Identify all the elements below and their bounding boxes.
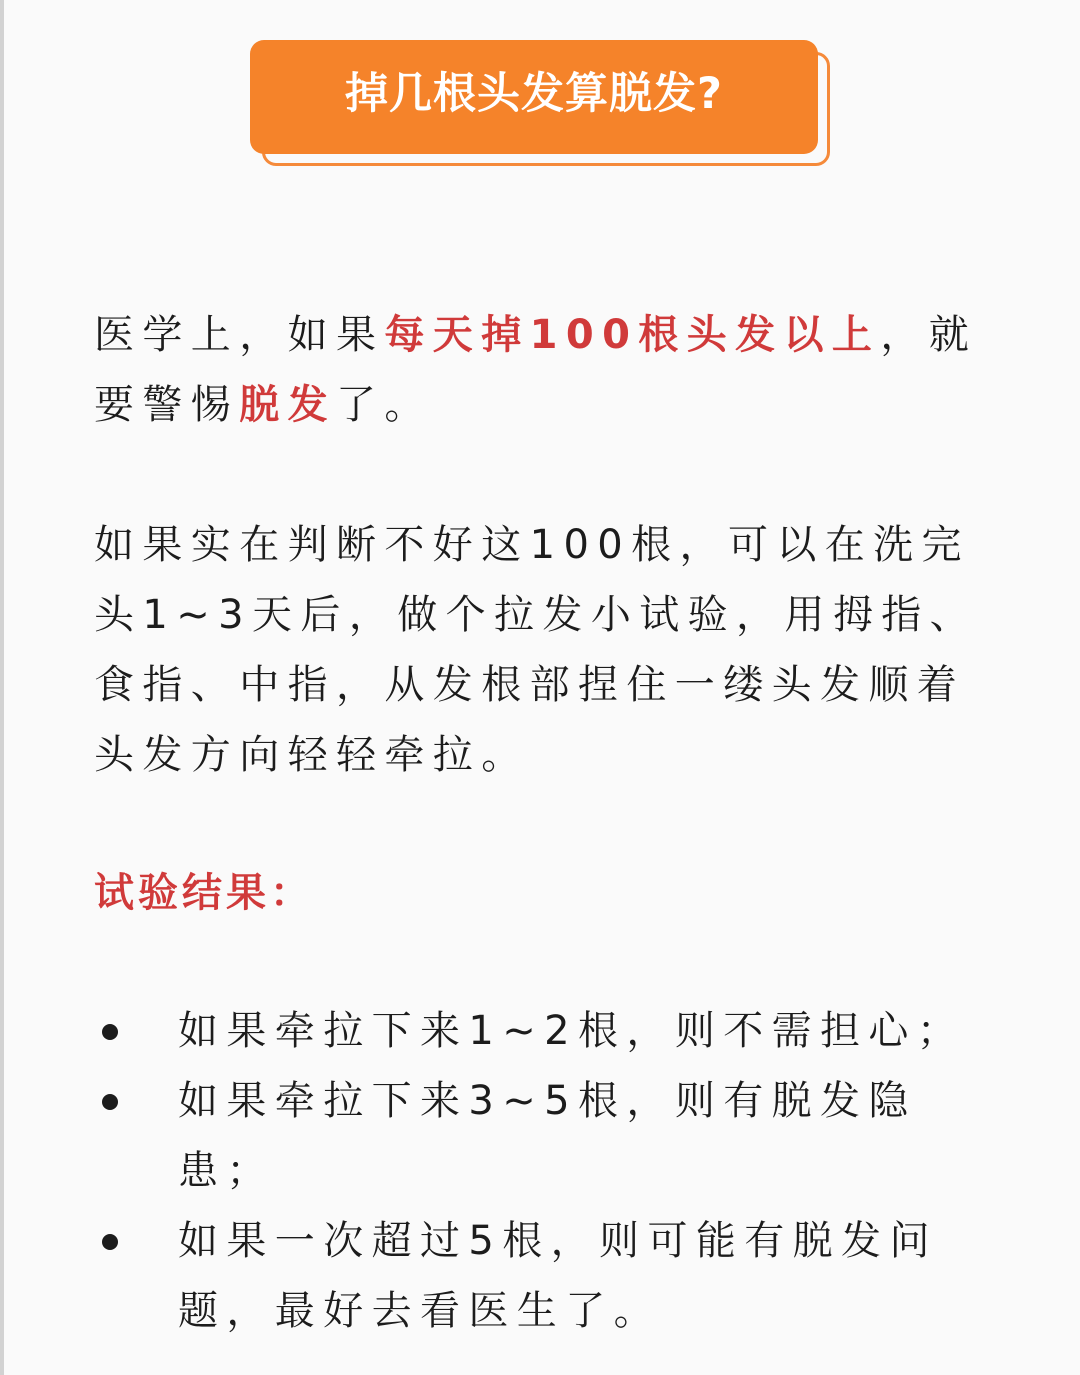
intro-text-1: 医学上，如果: [94, 312, 385, 358]
bullet-dot-icon: [102, 1094, 118, 1110]
intro-text-2: ，就要警惕: [94, 312, 978, 428]
page-title: 掉几根头发算脱发?: [345, 68, 723, 119]
results-heading: 试验结果：: [94, 870, 314, 916]
intro-paragraph: [94, 300, 1006, 440]
title-banner: [250, 40, 832, 168]
list-item-text: 如果一次超过5根，则可能有脱发问题，最好去看医生了。: [178, 1218, 938, 1334]
bullet-dot-icon: [102, 1234, 118, 1250]
list-item: [0, 996, 1006, 1066]
bullet-dot-icon: [102, 1024, 118, 1040]
list-item-text: 如果牵拉下来3~5根，则有脱发隐患；: [178, 1078, 917, 1194]
list-item: [0, 1066, 1006, 1206]
intro-highlight-hair-loss: 脱发: [239, 382, 337, 428]
intro-highlight-hair-count: 每天掉100根头发以上: [384, 312, 881, 358]
test-method-paragraph: 如果实在判断不好这100根，可以在洗完头1~3天后，做个拉发小试验，用拇指、食指、中指，从发根部捏住一缕头发顺着头发方向轻轻牵拉。: [94, 522, 979, 778]
list-item-text: 如果牵拉下来1~2根，则不需担心；: [178, 1008, 966, 1054]
title-banner-box: [250, 40, 818, 154]
list-item: [0, 1206, 1006, 1346]
intro-text-3: 了。: [336, 382, 433, 428]
results-list: [0, 996, 1080, 1346]
